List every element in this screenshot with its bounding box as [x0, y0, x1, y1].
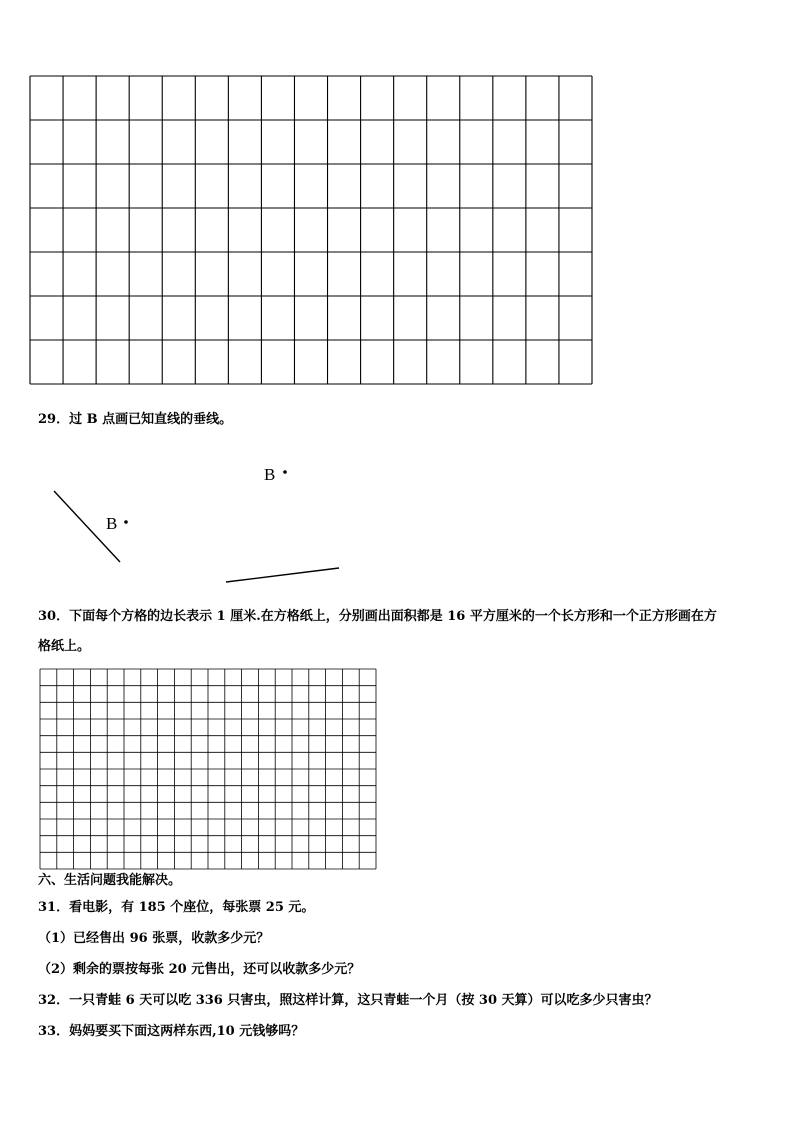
- answer-grid-small: [39, 668, 377, 870]
- answer-grid-large: [29, 75, 593, 385]
- point-b-label-2: B: [106, 514, 118, 533]
- point-b-dot-2: [124, 520, 128, 524]
- question-33-text: 33．妈妈要买下面这两样东西,10 元钱够吗？: [38, 1024, 305, 1039]
- question-32-text: 32．一只青蛙 6 天可以吃 336 只害虫，照这样计算，这只青蛙一个月（按 30 天算）可以吃多少只害虫？: [38, 993, 658, 1008]
- point-b-label-1: B: [264, 465, 276, 484]
- question-31-sub-2: （2）剩余的票按每张 20 元售出，还可以收款多少元？: [38, 962, 361, 977]
- question-30-line-1: 30．下面每个方格的边长表示 1 厘米.在方格纸上，分别画出面积都是 16 平方厘米的一个长方形和一个正方形画在方: [38, 609, 717, 624]
- question-30-line-2: 格纸上。: [38, 639, 91, 654]
- question-31-text: 31．看电影，有 185 个座位，每张票 25 元。: [38, 900, 315, 915]
- question-29-text: 29．过 B 点画已知直线的垂线。: [38, 412, 233, 427]
- section-6-heading: 六、生活问题我能解决。: [38, 873, 182, 888]
- question-31-sub-1: （1）已经售出 96 张票，收款多少元？: [38, 931, 270, 946]
- perpendicular-lines-figure: [0, 450, 794, 600]
- given-line-2: [226, 568, 339, 582]
- point-b-dot-1: [283, 470, 287, 474]
